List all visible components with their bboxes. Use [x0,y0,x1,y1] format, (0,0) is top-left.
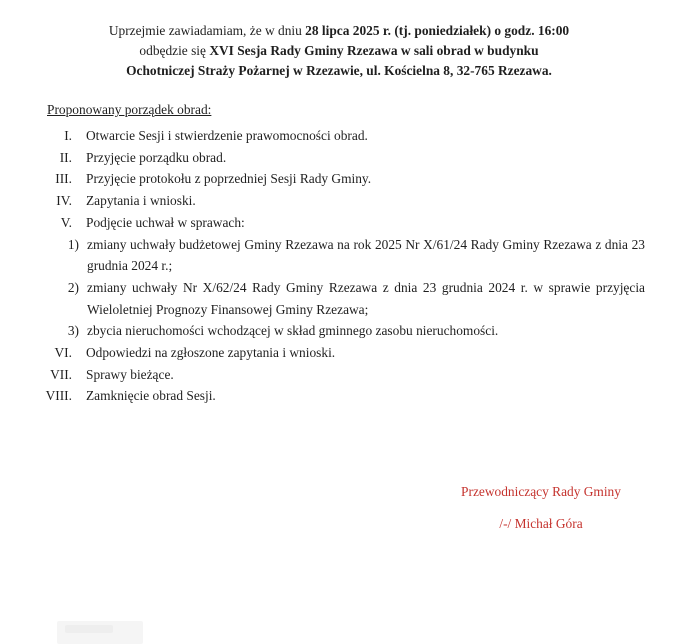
page-bottom-artifact [57,621,143,644]
subitem-text: zbycia nieruchomości wchodzącej w skład gminnego zasobu nieruchomości. [87,323,499,339]
agenda-subitem [0,277,678,320]
item-numeral: V. [60,214,72,230]
agenda-title: Proponowany porządek obrad: [47,102,212,117]
item-text: Przyjęcie porządku obrad. [86,149,227,165]
agenda-item [0,364,678,386]
agenda-item [0,190,678,212]
subitem-marker: 1) [67,236,79,252]
agenda-subitem [0,234,678,277]
agenda-item [0,385,678,407]
agenda-item [0,212,678,234]
item-text: Przyjęcie protokołu z poprzedniej Sesji Rady Gminy. [86,171,372,187]
agenda-item [0,168,678,190]
notice-line-1 [0,21,678,41]
notice-line-1-bold: 28 lipca 2025 r. (tj. poniedziałek) o godz. 16:00 [305,23,570,38]
item-text: Zamknięcie obrad Sesji. [86,388,216,404]
subitem-marker: 2) [67,279,79,295]
item-text: Otwarcie Sesji i stwierdzenie prawomocności obrad. [86,128,368,143]
notice-header [0,0,678,81]
item-numeral: I. [64,128,72,143]
subitem-marker: 3) [67,323,79,339]
item-text: Odpowiedzi na zgłoszone zapytania i wnioski. [86,345,336,361]
notice-line-1-regular: Uprzejmie zawiadamiam, że w dniu [108,23,306,38]
notice-line-2-regular: odbędzie się [139,43,210,58]
notice-line-2 [0,41,678,61]
subitem-text: zmiany uchwały budżetowej Gminy Rzezawa na rok 2025 Nr X/61/24 Rady Gminy Rzezawa z dnia 23 grudnia 2024 r.; [87,236,645,274]
item-numeral: VIII. [45,388,72,404]
item-numeral: III. [55,171,72,187]
agenda-list [0,125,678,407]
agenda-item [0,147,678,169]
item-text: Podjęcie uchwał w sprawach: [86,214,245,230]
item-text: Zapytania i wnioski. [86,193,196,209]
notice-line-2-bold: XVI Sesja Rady Gminy Rzezawa w sali obrad w budynku [209,43,539,58]
agenda-subitem [0,320,678,342]
signature-name: /-/ Michał Góra [499,516,583,531]
item-numeral: IV. [56,193,72,209]
item-numeral: VI. [54,345,72,361]
agenda-item [0,342,678,364]
item-numeral: VII. [50,366,72,382]
subitem-text: zmiany uchwały Nr X/62/24 Rady Gminy Rzezawa z dnia 23 grudnia 2024 r. w sprawie przyjęcia Wieloletniej Prognozy Finansowej Gminy Rzezawa; [87,279,645,317]
item-numeral: II. [59,149,72,165]
notice-line-3: Ochotniczej Straży Pożarnej w Rzezawie, ul. Kościelna 8, 32-765 Rzezawa. [126,63,552,78]
item-text: Sprawy bieżące. [86,366,174,382]
signature-block [420,482,662,534]
signature-role: Przewodniczący Rady Gminy [461,484,621,499]
agenda-item [0,125,678,147]
